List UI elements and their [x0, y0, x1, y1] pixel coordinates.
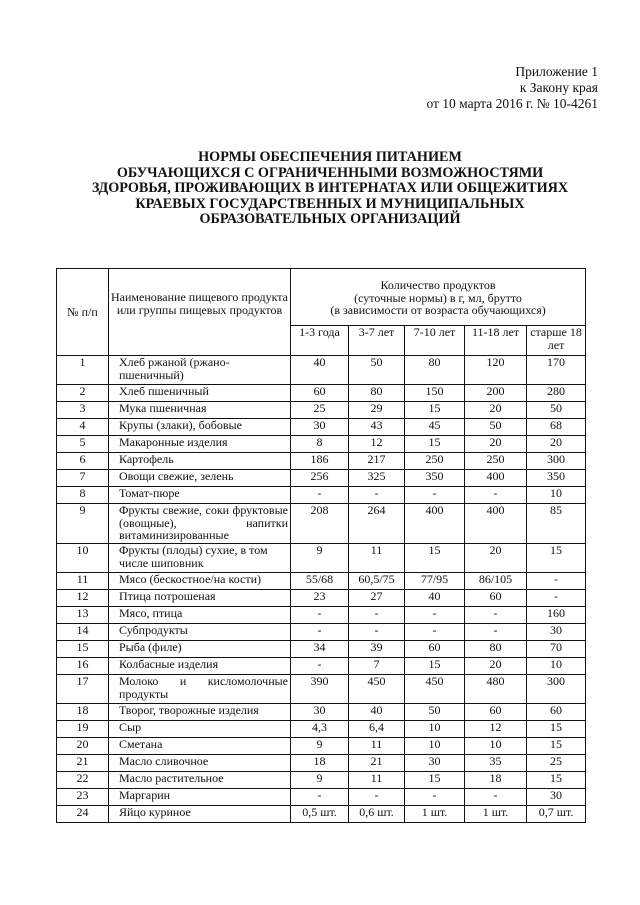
value-age-1-3: 40 [291, 356, 349, 385]
row-number: 8 [57, 487, 109, 504]
value-age-7-10: 10 [405, 721, 465, 738]
value-age-3-7: 7 [349, 658, 405, 675]
row-number: 12 [57, 590, 109, 607]
row-number: 7 [57, 470, 109, 487]
value-age-1-3: - [291, 487, 349, 504]
row-number: 10 [57, 544, 109, 573]
value-age-11-18: - [465, 607, 527, 624]
value-age-over-18: 15 [527, 544, 586, 573]
value-age-1-3: 30 [291, 419, 349, 436]
value-age-1-3: 9 [291, 544, 349, 573]
value-age-7-10: 80 [405, 356, 465, 385]
value-age-1-3: - [291, 658, 349, 675]
product-name: Мясо (бескостное/на кости) [109, 573, 291, 590]
value-age-over-18: 25 [527, 755, 586, 772]
appendix-note [426, 64, 598, 112]
value-age-3-7: - [349, 624, 405, 641]
header-quantity-line-2: (суточные нормы) в г, мл, брутто [354, 290, 522, 305]
row-number: 13 [57, 607, 109, 624]
value-age-3-7: 6,4 [349, 721, 405, 738]
value-age-3-7: 264 [349, 504, 405, 544]
value-age-7-10: 10 [405, 738, 465, 755]
product-name: Яйцо куриное [109, 806, 291, 823]
value-age-over-18: 15 [527, 738, 586, 755]
product-name: Макаронные изделия [109, 436, 291, 453]
table-row [57, 436, 586, 453]
value-age-1-3: 0,5 шт. [291, 806, 349, 823]
value-age-1-3: 9 [291, 772, 349, 789]
value-age-1-3: 18 [291, 755, 349, 772]
row-number: 18 [57, 704, 109, 721]
row-number: 16 [57, 658, 109, 675]
table-row [57, 385, 586, 402]
value-age-11-18: 50 [465, 419, 527, 436]
appendix-line-2: к Закону края [519, 80, 598, 95]
value-age-11-18: 35 [465, 755, 527, 772]
value-age-3-7: 0,6 шт. [349, 806, 405, 823]
value-age-over-18: 350 [527, 470, 586, 487]
norms-table [56, 268, 586, 823]
product-name: Мука пшеничная [109, 402, 291, 419]
value-age-over-18: 20 [527, 436, 586, 453]
value-age-1-3: 9 [291, 738, 349, 755]
value-age-7-10: - [405, 607, 465, 624]
value-age-1-3: 8 [291, 436, 349, 453]
header-age-7-10: 7-10 лет [405, 326, 465, 356]
product-name: Маргарин [109, 789, 291, 806]
value-age-11-18: 20 [465, 436, 527, 453]
value-age-over-18: - [527, 573, 586, 590]
row-number: 6 [57, 453, 109, 470]
value-age-3-7: - [349, 487, 405, 504]
table-row [57, 607, 586, 624]
value-age-over-18: 0,7 шт. [527, 806, 586, 823]
header-age-3-7: 3-7 лет [349, 326, 405, 356]
value-age-7-10: 150 [405, 385, 465, 402]
header-product-name: Наименование пищевого продукта или группы пищевых продуктов [109, 269, 291, 356]
row-number: 1 [57, 356, 109, 385]
value-age-3-7: 27 [349, 590, 405, 607]
product-name: Хлеб пшеничный [109, 385, 291, 402]
value-age-1-3: - [291, 607, 349, 624]
value-age-3-7: 43 [349, 419, 405, 436]
value-age-7-10: 50 [405, 704, 465, 721]
product-name: Сыр [109, 721, 291, 738]
table-row [57, 704, 586, 721]
row-number: 3 [57, 402, 109, 419]
title-line-5: ОБРАЗОВАТЕЛЬНЫХ ОРГАНИЗАЦИЙ [199, 211, 461, 227]
value-age-3-7: 60,5/75 [349, 573, 405, 590]
value-age-over-18: 68 [527, 419, 586, 436]
product-name: Хлеб ржаной (ржано-пшеничный) [109, 356, 291, 385]
value-age-3-7: - [349, 789, 405, 806]
value-age-over-18: 300 [527, 675, 586, 704]
table-row [57, 590, 586, 607]
row-number: 19 [57, 721, 109, 738]
table-row [57, 504, 586, 544]
table-row [57, 402, 586, 419]
value-age-7-10: 250 [405, 453, 465, 470]
value-age-3-7: 39 [349, 641, 405, 658]
value-age-over-18: 30 [527, 624, 586, 641]
value-age-over-18: 10 [527, 658, 586, 675]
value-age-7-10: 1 шт. [405, 806, 465, 823]
value-age-1-3: 34 [291, 641, 349, 658]
header-quantity-line-3: (в зависимости от возраста обучающихся) [330, 303, 546, 317]
table-row [57, 721, 586, 738]
value-age-11-18: 10 [465, 738, 527, 755]
product-name: Птица потрошеная [109, 590, 291, 607]
value-age-1-3: 23 [291, 590, 349, 607]
title-line-1: НОРМЫ ОБЕСПЕЧЕНИЯ ПИТАНИЕМ [198, 149, 462, 165]
row-number: 23 [57, 789, 109, 806]
value-age-over-18: 10 [527, 487, 586, 504]
product-name: Рыба (филе) [109, 641, 291, 658]
product-name: Творог, творожные изделия [109, 704, 291, 721]
header-quantity-line-1: Количество продуктов [380, 278, 496, 292]
value-age-7-10: 450 [405, 675, 465, 704]
row-number: 22 [57, 772, 109, 789]
table-row [57, 573, 586, 590]
value-age-7-10: 77/95 [405, 573, 465, 590]
value-age-1-3: 55/68 [291, 573, 349, 590]
value-age-over-18: 50 [527, 402, 586, 419]
table-row [57, 806, 586, 823]
product-name: Колбасные изделия [109, 658, 291, 675]
value-age-11-18: 400 [465, 504, 527, 544]
value-age-7-10: 15 [405, 436, 465, 453]
table-row [57, 789, 586, 806]
value-age-1-3: 186 [291, 453, 349, 470]
value-age-1-3: 208 [291, 504, 349, 544]
value-age-over-18: 15 [527, 721, 586, 738]
title-line-2: ОБУЧАЮЩИХСЯ С ОГРАНИЧЕННЫМИ ВОЗМОЖНОСТЯМИ [116, 164, 544, 181]
row-number: 15 [57, 641, 109, 658]
value-age-11-18: - [465, 487, 527, 504]
value-age-1-3: 390 [291, 675, 349, 704]
header-number: № п/п [57, 269, 109, 356]
value-age-3-7: 29 [349, 402, 405, 419]
value-age-1-3: 60 [291, 385, 349, 402]
value-age-11-18: - [465, 789, 527, 806]
value-age-11-18: 60 [465, 704, 527, 721]
value-age-over-18: 30 [527, 789, 586, 806]
value-age-3-7: - [349, 607, 405, 624]
value-age-7-10: - [405, 487, 465, 504]
value-age-1-3: - [291, 789, 349, 806]
value-age-over-18: 170 [527, 356, 586, 385]
value-age-7-10: 400 [405, 504, 465, 544]
value-age-3-7: 12 [349, 436, 405, 453]
row-number: 11 [57, 573, 109, 590]
value-age-11-18: 12 [465, 721, 527, 738]
value-age-1-3: 4,3 [291, 721, 349, 738]
value-age-11-18: 20 [465, 658, 527, 675]
value-age-3-7: 21 [349, 755, 405, 772]
document-title [60, 150, 600, 228]
value-age-1-3: 30 [291, 704, 349, 721]
value-age-11-18: 80 [465, 641, 527, 658]
row-number: 24 [57, 806, 109, 823]
value-age-over-18: 60 [527, 704, 586, 721]
row-number: 14 [57, 624, 109, 641]
table-row [57, 624, 586, 641]
row-number: 2 [57, 385, 109, 402]
row-number: 4 [57, 419, 109, 436]
value-age-11-18: 18 [465, 772, 527, 789]
value-age-over-18: - [527, 590, 586, 607]
value-age-11-18: 200 [465, 385, 527, 402]
product-name: Субпродукты [109, 624, 291, 641]
value-age-over-18: 300 [527, 453, 586, 470]
row-number: 5 [57, 436, 109, 453]
value-age-1-3: - [291, 624, 349, 641]
table-row [57, 755, 586, 772]
value-age-7-10: 15 [405, 658, 465, 675]
table-row [57, 772, 586, 789]
title-line-4: КРАЕВЫХ ГОСУДАРСТВЕННЫХ И МУНИЦИПАЛЬНЫХ [135, 195, 525, 212]
value-age-11-18: 1 шт. [465, 806, 527, 823]
value-age-11-18: 400 [465, 470, 527, 487]
table-row [57, 470, 586, 487]
value-age-7-10: 60 [405, 641, 465, 658]
value-age-over-18: 15 [527, 772, 586, 789]
value-age-over-18: 85 [527, 504, 586, 544]
value-age-7-10: 40 [405, 590, 465, 607]
product-name: Молоко и кисломолочные продукты [109, 675, 291, 704]
value-age-3-7: 11 [349, 738, 405, 755]
table-row [57, 738, 586, 755]
value-age-over-18: 280 [527, 385, 586, 402]
value-age-7-10: 350 [405, 470, 465, 487]
table-row [57, 356, 586, 385]
table-row [57, 641, 586, 658]
appendix-line-3: от 10 марта 2016 г. № 10-4261 [426, 96, 598, 111]
table-row [57, 453, 586, 470]
value-age-11-18: - [465, 624, 527, 641]
value-age-3-7: 40 [349, 704, 405, 721]
value-age-over-18: 70 [527, 641, 586, 658]
value-age-11-18: 20 [465, 402, 527, 419]
table-body [57, 356, 586, 823]
product-name: Фрукты (плоды) сухие, в том числе шиповник [109, 544, 291, 573]
header-age-over-18: старше 18 лет [527, 326, 586, 356]
value-age-11-18: 480 [465, 675, 527, 704]
value-age-7-10: 15 [405, 772, 465, 789]
table-row [57, 544, 586, 573]
value-age-1-3: 25 [291, 402, 349, 419]
table-row [57, 487, 586, 504]
value-age-3-7: 217 [349, 453, 405, 470]
value-age-7-10: 15 [405, 544, 465, 573]
row-number: 17 [57, 675, 109, 704]
value-age-3-7: 11 [349, 772, 405, 789]
title-line-3: ЗДОРОВЬЯ, ПРОЖИВАЮЩИХ В ИНТЕРНАТАХ ИЛИ ОБЩЕЖИТИЯХ [91, 180, 569, 196]
value-age-11-18: 60 [465, 590, 527, 607]
product-name: Фрукты свежие, соки фруктовые (овощные), напитки витаминизированные [109, 504, 291, 544]
header-age-11-18: 11-18 лет [465, 326, 527, 356]
product-name: Овощи свежие, зелень [109, 470, 291, 487]
product-name: Сметана [109, 738, 291, 755]
product-name: Масло растительное [109, 772, 291, 789]
header-quantity [291, 269, 586, 326]
value-age-11-18: 86/105 [465, 573, 527, 590]
product-name: Мясо, птица [109, 607, 291, 624]
table-row [57, 419, 586, 436]
value-age-7-10: - [405, 624, 465, 641]
product-name: Томат-пюре [109, 487, 291, 504]
value-age-3-7: 80 [349, 385, 405, 402]
value-age-11-18: 20 [465, 544, 527, 573]
product-name: Картофель [109, 453, 291, 470]
product-name: Масло сливочное [109, 755, 291, 772]
value-age-3-7: 11 [349, 544, 405, 573]
value-age-7-10: 15 [405, 402, 465, 419]
value-age-7-10: - [405, 789, 465, 806]
row-number: 9 [57, 504, 109, 544]
value-age-3-7: 325 [349, 470, 405, 487]
value-age-7-10: 30 [405, 755, 465, 772]
value-age-1-3: 256 [291, 470, 349, 487]
table-row [57, 675, 586, 704]
header-age-1-3: 1-3 года [291, 326, 349, 356]
value-age-7-10: 45 [405, 419, 465, 436]
value-age-11-18: 250 [465, 453, 527, 470]
row-number: 20 [57, 738, 109, 755]
value-age-3-7: 50 [349, 356, 405, 385]
appendix-line-1: Приложение 1 [515, 64, 598, 79]
value-age-over-18: 160 [527, 607, 586, 624]
value-age-11-18: 120 [465, 356, 527, 385]
value-age-3-7: 450 [349, 675, 405, 704]
product-name: Крупы (злаки), бобовые [109, 419, 291, 436]
row-number: 21 [57, 755, 109, 772]
table-row [57, 658, 586, 675]
